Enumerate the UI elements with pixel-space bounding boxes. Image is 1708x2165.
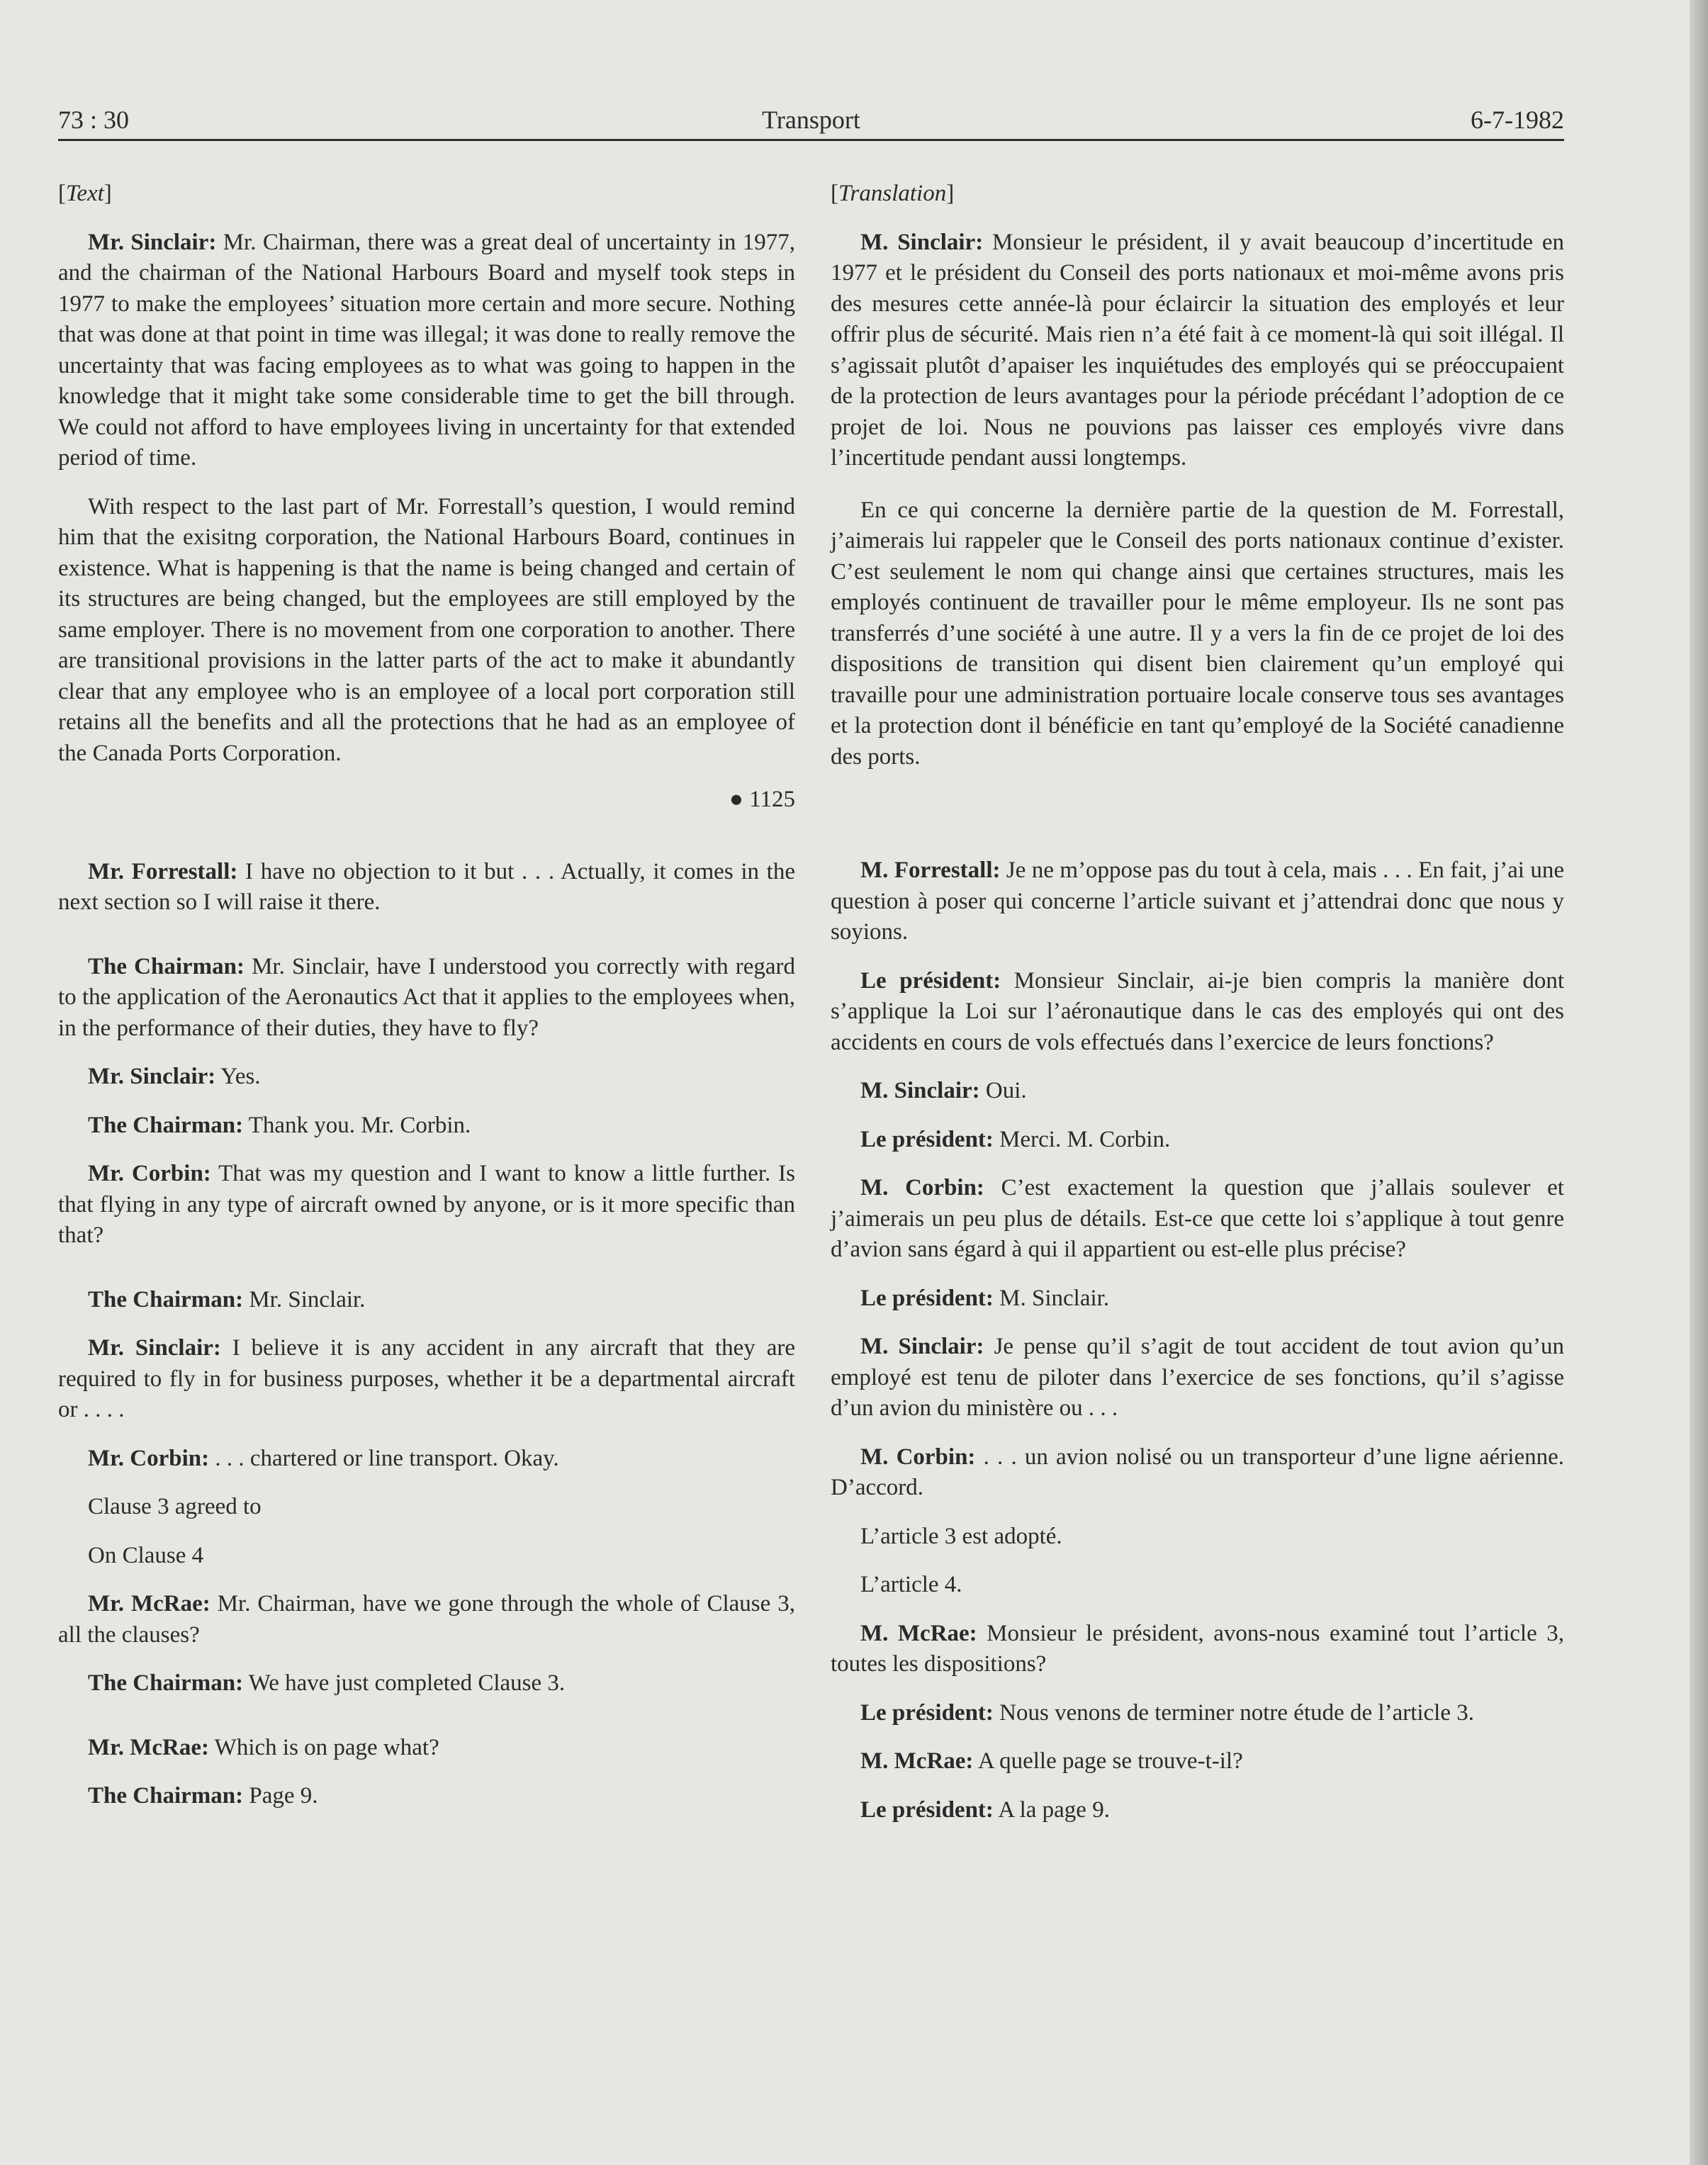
page-header [58, 99, 1564, 141]
paragraph: Mr. McRae: Mr. Chairman, have we gone through the whole of Clause 3, all the clauses? [58, 1591, 795, 1648]
time-marker: ● 1125 [729, 787, 795, 812]
paragraph: Mr. Forrestall: I have no objection to it but . . . Actually, it comes in the next section so I will raise it there. [58, 858, 795, 915]
paragraph: Le président: Merci. M. Corbin. [860, 1126, 1171, 1152]
paragraph: M. McRae: Monsieur le président, avons-nous examiné tout l’article 3, toutes les dispositions? [831, 1620, 1564, 1677]
paragraph: Mr. Corbin: That was my question and I want to know a little further. Is that flying in any type of aircraft owned by anyone, or is it more specific than that? [58, 1161, 796, 1248]
french-column [831, 179, 1564, 1843]
page-edge [1690, 0, 1708, 2165]
paragraph: Clause 3 agreed to [88, 1494, 262, 1519]
english-column [58, 179, 795, 1830]
translation-label: [Translation] [831, 181, 955, 206]
paragraph: En ce qui concerne la dernière partie de la question de M. Forrestall, j’aimerais lui rappeler que le Conseil des ports nationaux continue d’exister. C’est seulement le nom qui change ainsi que certaines structures, mais les employés continuent de travailler pour le même employeur. Ils ne sont pas transferrés d’une société à une autre. Il y a vers la fin de ce projet de loi des dispositions de transition qui disent bien clairement qu’un employé qui travaille pour une administration portuaire locale conserve tous ses avantages et la protection dont il bénéficie en tant qu’employé de la Société canadienne des ports. [831, 497, 1564, 770]
paragraph: M. Sinclair: Oui. [860, 1078, 1027, 1103]
paragraph: Le président: M. Sinclair. [860, 1285, 1110, 1311]
paragraph: L’article 3 est adopté. [860, 1523, 1062, 1549]
paragraph: The Chairman: We have just completed Clause 3. [88, 1670, 566, 1696]
paragraph: L’article 4. [860, 1572, 962, 1597]
paragraph: M. Forrestall: Je ne m’oppose pas du tout à cela, mais . . . En fait, j’ai une question à poser qui concerne l’article suivant et j’attendrai donc que nous y soyions. [831, 857, 1564, 945]
paragraph: Le président: Monsieur Sinclair, ai-je bien compris la manière dont s’applique la Loi sur l’aéronautique dans le cas des employés qui ont des accidents en cours de vols effectués dans l’exercice de leurs fonctions? [831, 967, 1564, 1055]
paragraph: The Chairman: Thank you. Mr. Corbin. [88, 1112, 471, 1138]
text-label: [Text] [58, 181, 112, 206]
paragraph: Le président: Nous venons de terminer notre étude de l’article 3. [860, 1699, 1475, 1726]
paragraph: Mr. Corbin: . . . chartered or line transport. Okay. [88, 1445, 559, 1471]
page-date: 6-7-1982 [1471, 106, 1564, 134]
paragraph: Mr. Sinclair: Yes. [88, 1064, 261, 1089]
paragraph: The Chairman: Mr. Sinclair. [88, 1286, 366, 1312]
paragraph: On Clause 4 [88, 1542, 204, 1568]
speaker: Mr. Sinclair: [88, 229, 217, 255]
paragraph: M. Sinclair: Je pense qu’il s’agit de tout accident de tout avion qu’un employé est tenu de piloter dans l’exercice de ses fonctions, qu’il s’agisse d’un avion du ministère ou . . . [831, 1334, 1564, 1421]
paragraph: M. Sinclair: Monsieur le président, il y avait beaucoup d’incertitude en 1977 et le président du Conseil des ports nationaux et moi-même avons pris des mesures cette année-là pour éclaircir la situation des employés et leur offrir plus de sécurité. Mais rien n’a été fait à ce moment-là qui soit illégal. Il s’agissait plutôt d’apaiser les inquiétudes des employés qui se préoccupaient de la protection de leurs avantages pour la période précédant l’adoption de ce projet de loi. Nous ne pouvions pas laisser ces employés vivre dans l’incertitude pendant aussi longtemps. [831, 229, 1564, 471]
paragraph: Le président: A la page 9. [860, 1796, 1110, 1823]
page-number: 73 : 30 [58, 106, 130, 134]
paragraph: Mr. McRae: Which is on page what? [88, 1734, 439, 1760]
paragraph: The Chairman: Mr. Sinclair, have I understood you correctly with regard to the application of the Aeronautics Act that it applies to the employees when, in the performance of their duties, they have to fly? [58, 953, 795, 1041]
paragraph: Mr. Sinclair: Mr. Chairman, there was a great deal of uncertainty in 1977, and the chairman of the National Harbours Board and myself took steps in 1977 to make the employees’ situation more certain and more secure. Nothing that was done at that point in time was illegal; it was done to really remove the uncertainty that was facing employees as to what was going to happen in the knowledge that it might take some considerable time to get the bill through. We could not afford to have employees living in uncertainty for that extended period of time. [58, 229, 795, 471]
running-title: Transport [762, 106, 860, 134]
paragraph: The Chairman: Page 9. [88, 1783, 318, 1809]
paragraph: With respect to the last part of Mr. Forrestall’s question, I would remind him that the exisitng corporation, the National Harbours Board, continues in existence. What is happening is that the name is being changed and certain of its structures are being changed, but the employees are still employed by the same employer. There is no movement from one corporation to another. There are transitional provisions in the latter parts of the act to make it abundantly clear that any employee who is an employee of a local port corporation still retains all the benefits and all the protections that he had as an employee of the Canada Ports Corporation. [58, 493, 795, 766]
paragraph: M. Corbin: C’est exactement la question que j’allais soulever et j’aimerais un peu plus de détails. Est-ce que cette loi s’applique à tout genre d’avion sans égard à qui il appartient ou est-elle plus précise? [831, 1175, 1564, 1262]
paragraph: Mr. Sinclair: I believe it is any accident in any aircraft that they are required to fly in for business purposes, whether it be a departmental aircraft or . . . . [58, 1335, 795, 1422]
paragraph: M. McRae: A quelle page se trouve-t-il? [860, 1748, 1243, 1774]
paragraph: M. Corbin: . . . un avion nolisé ou un transporteur d’une ligne aérienne. D’accord. [831, 1444, 1564, 1500]
